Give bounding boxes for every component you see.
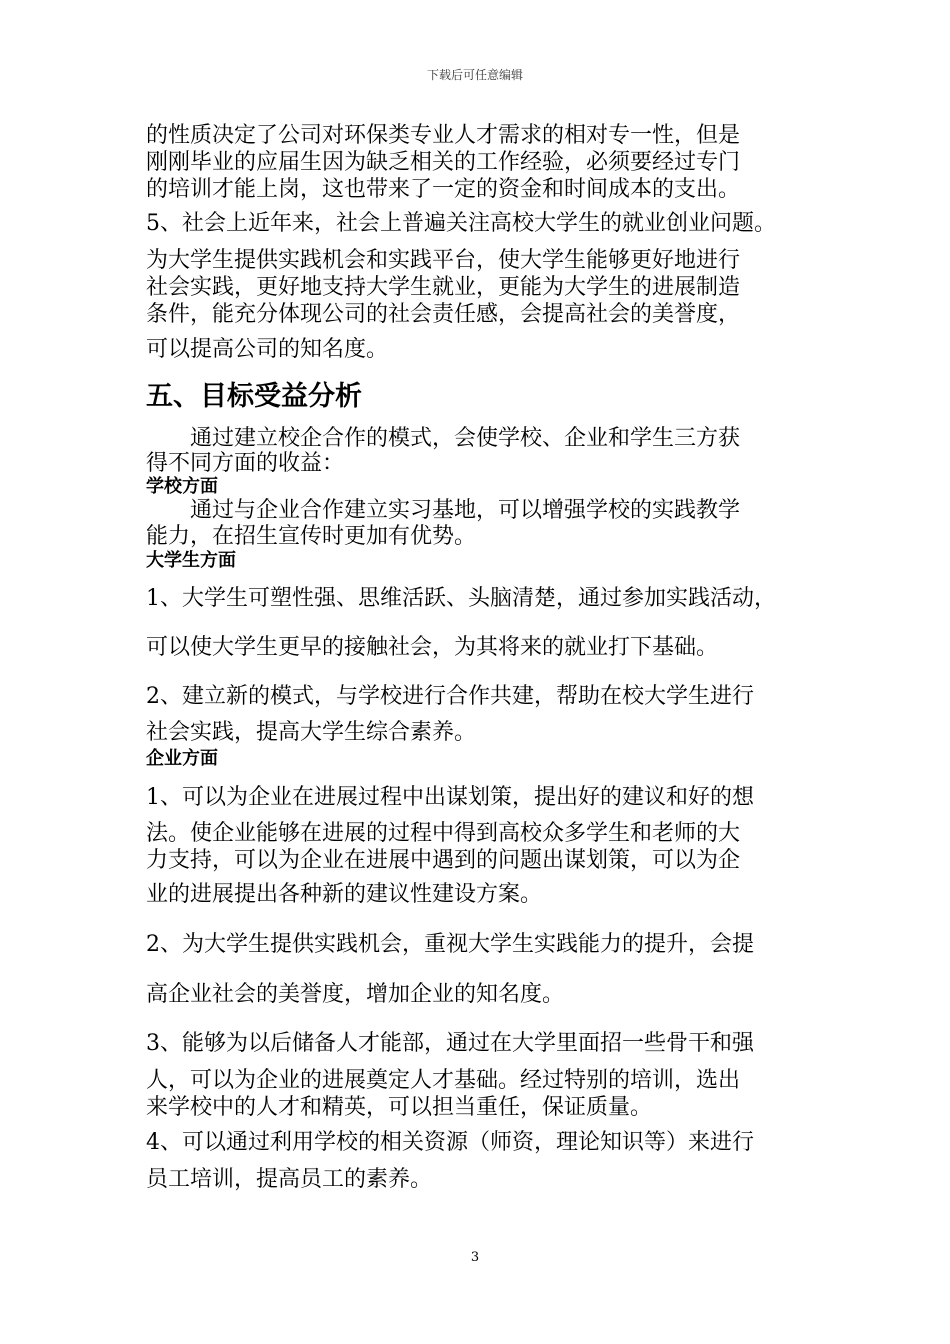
subheading-school: 学校方面 [146, 476, 218, 497]
section-title: 五、目标受益分析 [146, 381, 362, 412]
enterprise-line: 业的进展提出各种新的建议性建设方案。 [146, 882, 543, 907]
intro-line: 通过建立校企合作的模式，会使学校、企业和学生三方获 [190, 426, 741, 451]
enterprise-line: 来学校中的人才和精英，可以担当重任，保证质量。 [146, 1095, 653, 1120]
paragraph-line: 5、社会上近年来，社会上普遍关注高校大学生的就业创业问题。 [146, 211, 776, 236]
enterprise-line: 法。使企业能够在进展的过程中得到高校众多学生和老师的大 [146, 821, 741, 846]
school-line: 能力，在招生宣传时更加有优势。 [146, 524, 477, 549]
paragraph-line: 为大学生提供实践机会和实践平台，使大学生能够更好地进行 [146, 248, 741, 273]
paragraph-line: 刚刚毕业的应届生因为缺乏相关的工作经验，必须要经过专门 [146, 150, 741, 175]
enterprise-line: 人，可以为企业的进展奠定人才基础。经过特别的培训，选出 [146, 1068, 741, 1093]
enterprise-line: 3、能够为以后储备人才能部，通过在大学里面招一些骨干和强 [146, 1031, 754, 1056]
subheading-student: 大学生方面 [146, 550, 236, 571]
enterprise-line: 4、可以通过利用学校的相关资源（师资，理论知识等）来进行 [146, 1130, 754, 1155]
paragraph-line: 条件，能充分体现公司的社会责任感，会提高社会的美誉度， [146, 302, 741, 327]
enterprise-line: 1、可以为企业在进展过程中出谋划策，提出好的建议和好的想 [146, 785, 754, 810]
enterprise-line: 力支持，可以为企业在进展中遇到的问题出谋划策，可以为企 [146, 848, 741, 873]
student-line: 2、建立新的模式，与学校进行合作共建，帮助在校大学生进行 [146, 684, 754, 709]
enterprise-line: 员工培训，提高员工的素养。 [146, 1167, 433, 1192]
subheading-enterprise: 企业方面 [146, 748, 218, 769]
paragraph-line: 的培训才能上岗，这也带来了一定的资金和时间成本的支出。 [146, 177, 741, 202]
student-line: 可以使大学生更早的接触社会，为其将来的就业打下基础。 [146, 635, 719, 660]
paragraph-line: 可以提高公司的知名度。 [146, 337, 389, 362]
student-line: 社会实践，提高大学生综合素养。 [146, 720, 477, 745]
page-header: 下载后可任意编辑 [426, 68, 523, 82]
enterprise-line: 高企业社会的美誉度，增加企业的知名度。 [146, 982, 565, 1007]
school-line: 通过与企业合作建立实习基地，可以增强学校的实践教学 [190, 498, 741, 523]
student-line: 1、大学生可塑性强、思维活跃、头脑清楚，通过参加实践活动， [146, 586, 776, 611]
intro-line: 得不同方面的收益： [146, 451, 345, 476]
paragraph-line: 的性质决定了公司对环保类专业人才需求的相对专一性，但是 [146, 123, 741, 148]
paragraph-line: 社会实践，更好地支持大学生就业，更能为大学生的进展制造 [146, 275, 741, 300]
page-number: 3 [470, 1250, 480, 1265]
enterprise-line: 2、为大学生提供实践机会，重视大学生实践能力的提升，会提 [146, 932, 754, 957]
